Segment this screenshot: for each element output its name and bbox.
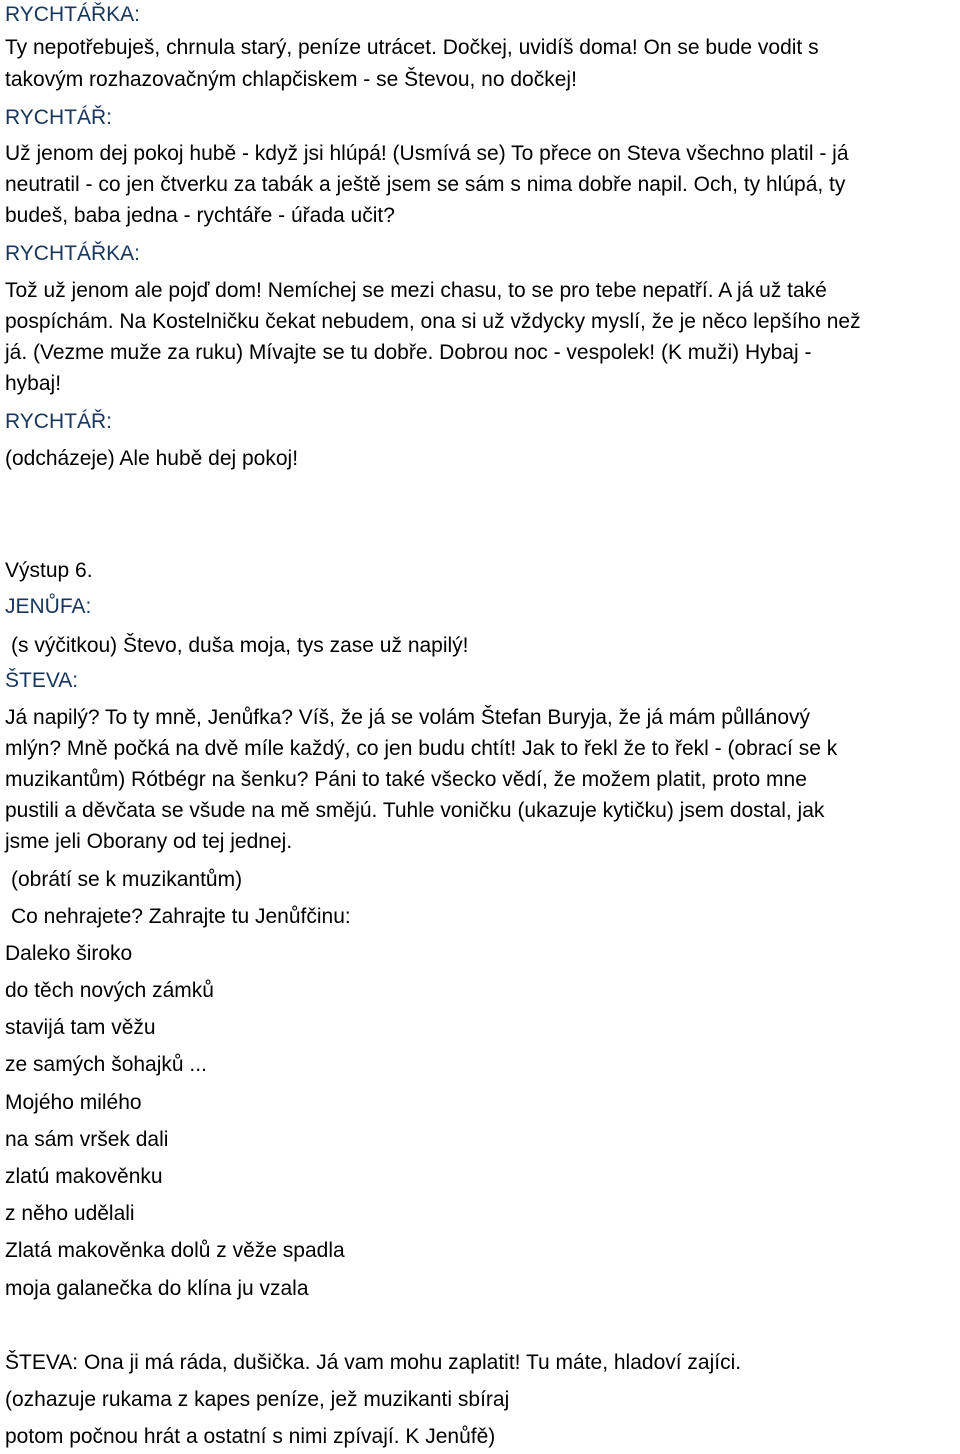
speaker-label: RYCHTÁŘ: — [5, 106, 112, 129]
song-verse: stavijá tam věžu — [5, 1016, 156, 1039]
dialogue-line: pospíchám. Na Kostelničku čekat nebudem, ona si už vždycky myslí, že je něco lepšího než — [5, 310, 861, 333]
dialogue-line: (s výčitkou) Števo, duša moja, tys zase už napilý! — [11, 634, 469, 657]
dialogue-line: Co nehrajete? Zahrajte tu Jenůfčinu: — [11, 905, 351, 928]
dialogue-line: (odcházeje) Ale hubě dej pokoj! — [5, 447, 299, 470]
song-verse: do těch nových zámků — [5, 979, 214, 1002]
speaker-label: ŠTEVA: — [5, 669, 79, 692]
song-verse: z něho udělali — [5, 1202, 135, 1225]
dialogue-line: budeš, baba jedna - rychtáře - úřada učit? — [5, 204, 395, 227]
song-verse: moja galanečka do klína ju vzala — [5, 1277, 309, 1300]
speaker-label: JENŮFA: — [5, 595, 92, 618]
song-verse: zlatú makověnku — [5, 1165, 163, 1188]
dialogue-line: mlýn? Mně počká na dvě míle každý, co jen budu chtít! Jak to řekl že to řekl - (obrací se k — [5, 737, 838, 760]
dialogue-line: já. (Vezme muže za ruku) Mívajte se tu dobře. Dobrou noc - vespolek! (K muži) Hybaj - — [5, 341, 812, 364]
dialogue-line: Já napilý? To ty mně, Jenůfka? Víš, že já se volám Štefan Buryja, že já mám půllánový — [5, 706, 811, 729]
dialogue-line: ŠTEVA: Ona ji má ráda, dušička. Já vam mohu zaplatit! Tu máte, hladoví zajíci. — [5, 1351, 742, 1374]
dialogue-line: takovým rozhazovačným chlapčiskem - se Števou, no dočkej! — [5, 68, 577, 91]
stage-direction: (obrátí se k muzikantům) — [11, 868, 243, 891]
dialogue-line: jsme jeli Oborany od tej jednej. — [5, 830, 293, 853]
dialogue-line: hybaj! — [5, 372, 62, 395]
speaker-label: RYCHTÁŘKA: — [5, 242, 140, 265]
dialogue-line: neutratil - co jen čtverku za tabák a ještě jsem se sám s nima dobře napil. Och, ty hlúpá, ty — [5, 173, 846, 196]
dialogue-line: pustili a děvčata se všude na mě smějú. Tuhle voničku (ukazuje kytičku) jsem dostal, jak — [5, 799, 825, 822]
scene-heading: Výstup 6. — [5, 559, 93, 582]
song-verse: ze samých šohajků ... — [5, 1053, 207, 1076]
dialogue-line: Tož už jenom ale pojď dom! Nemíchej se mezi chasu, to se pro tebe nepatří. A já už také — [5, 279, 827, 302]
speaker-label: RYCHTÁŘKA: — [5, 3, 140, 26]
dialogue-line: muzikantům) Rótbégr na šenku? Páni to také všecko vědí, že možem platit, proto mne — [5, 768, 807, 791]
dialogue-line: Už jenom dej pokoj hubě - když jsi hlúpá! (Usmívá se) To přece on Steva všechno platil - já — [5, 142, 849, 165]
song-verse: Mojého milého — [5, 1091, 142, 1114]
song-verse: Zlatá makověnka dolů z věže spadla — [5, 1239, 345, 1262]
song-verse: na sám vršek dali — [5, 1128, 169, 1151]
dialogue-line: Ty nepotřebuješ, chrnula starý, peníze utrácet. Dočkej, uvidíš doma! On se bude vodit s — [5, 36, 819, 59]
song-verse: Daleko široko — [5, 942, 133, 965]
stage-direction: (ozhazuje rukama z kapes peníze, jež muzikanti sbíraj — [5, 1388, 510, 1411]
stage-direction: potom počnou hrát a ostatní s nimi zpívají. K Jenůfě) — [5, 1425, 496, 1448]
speaker-label: RYCHTÁŘ: — [5, 410, 112, 433]
